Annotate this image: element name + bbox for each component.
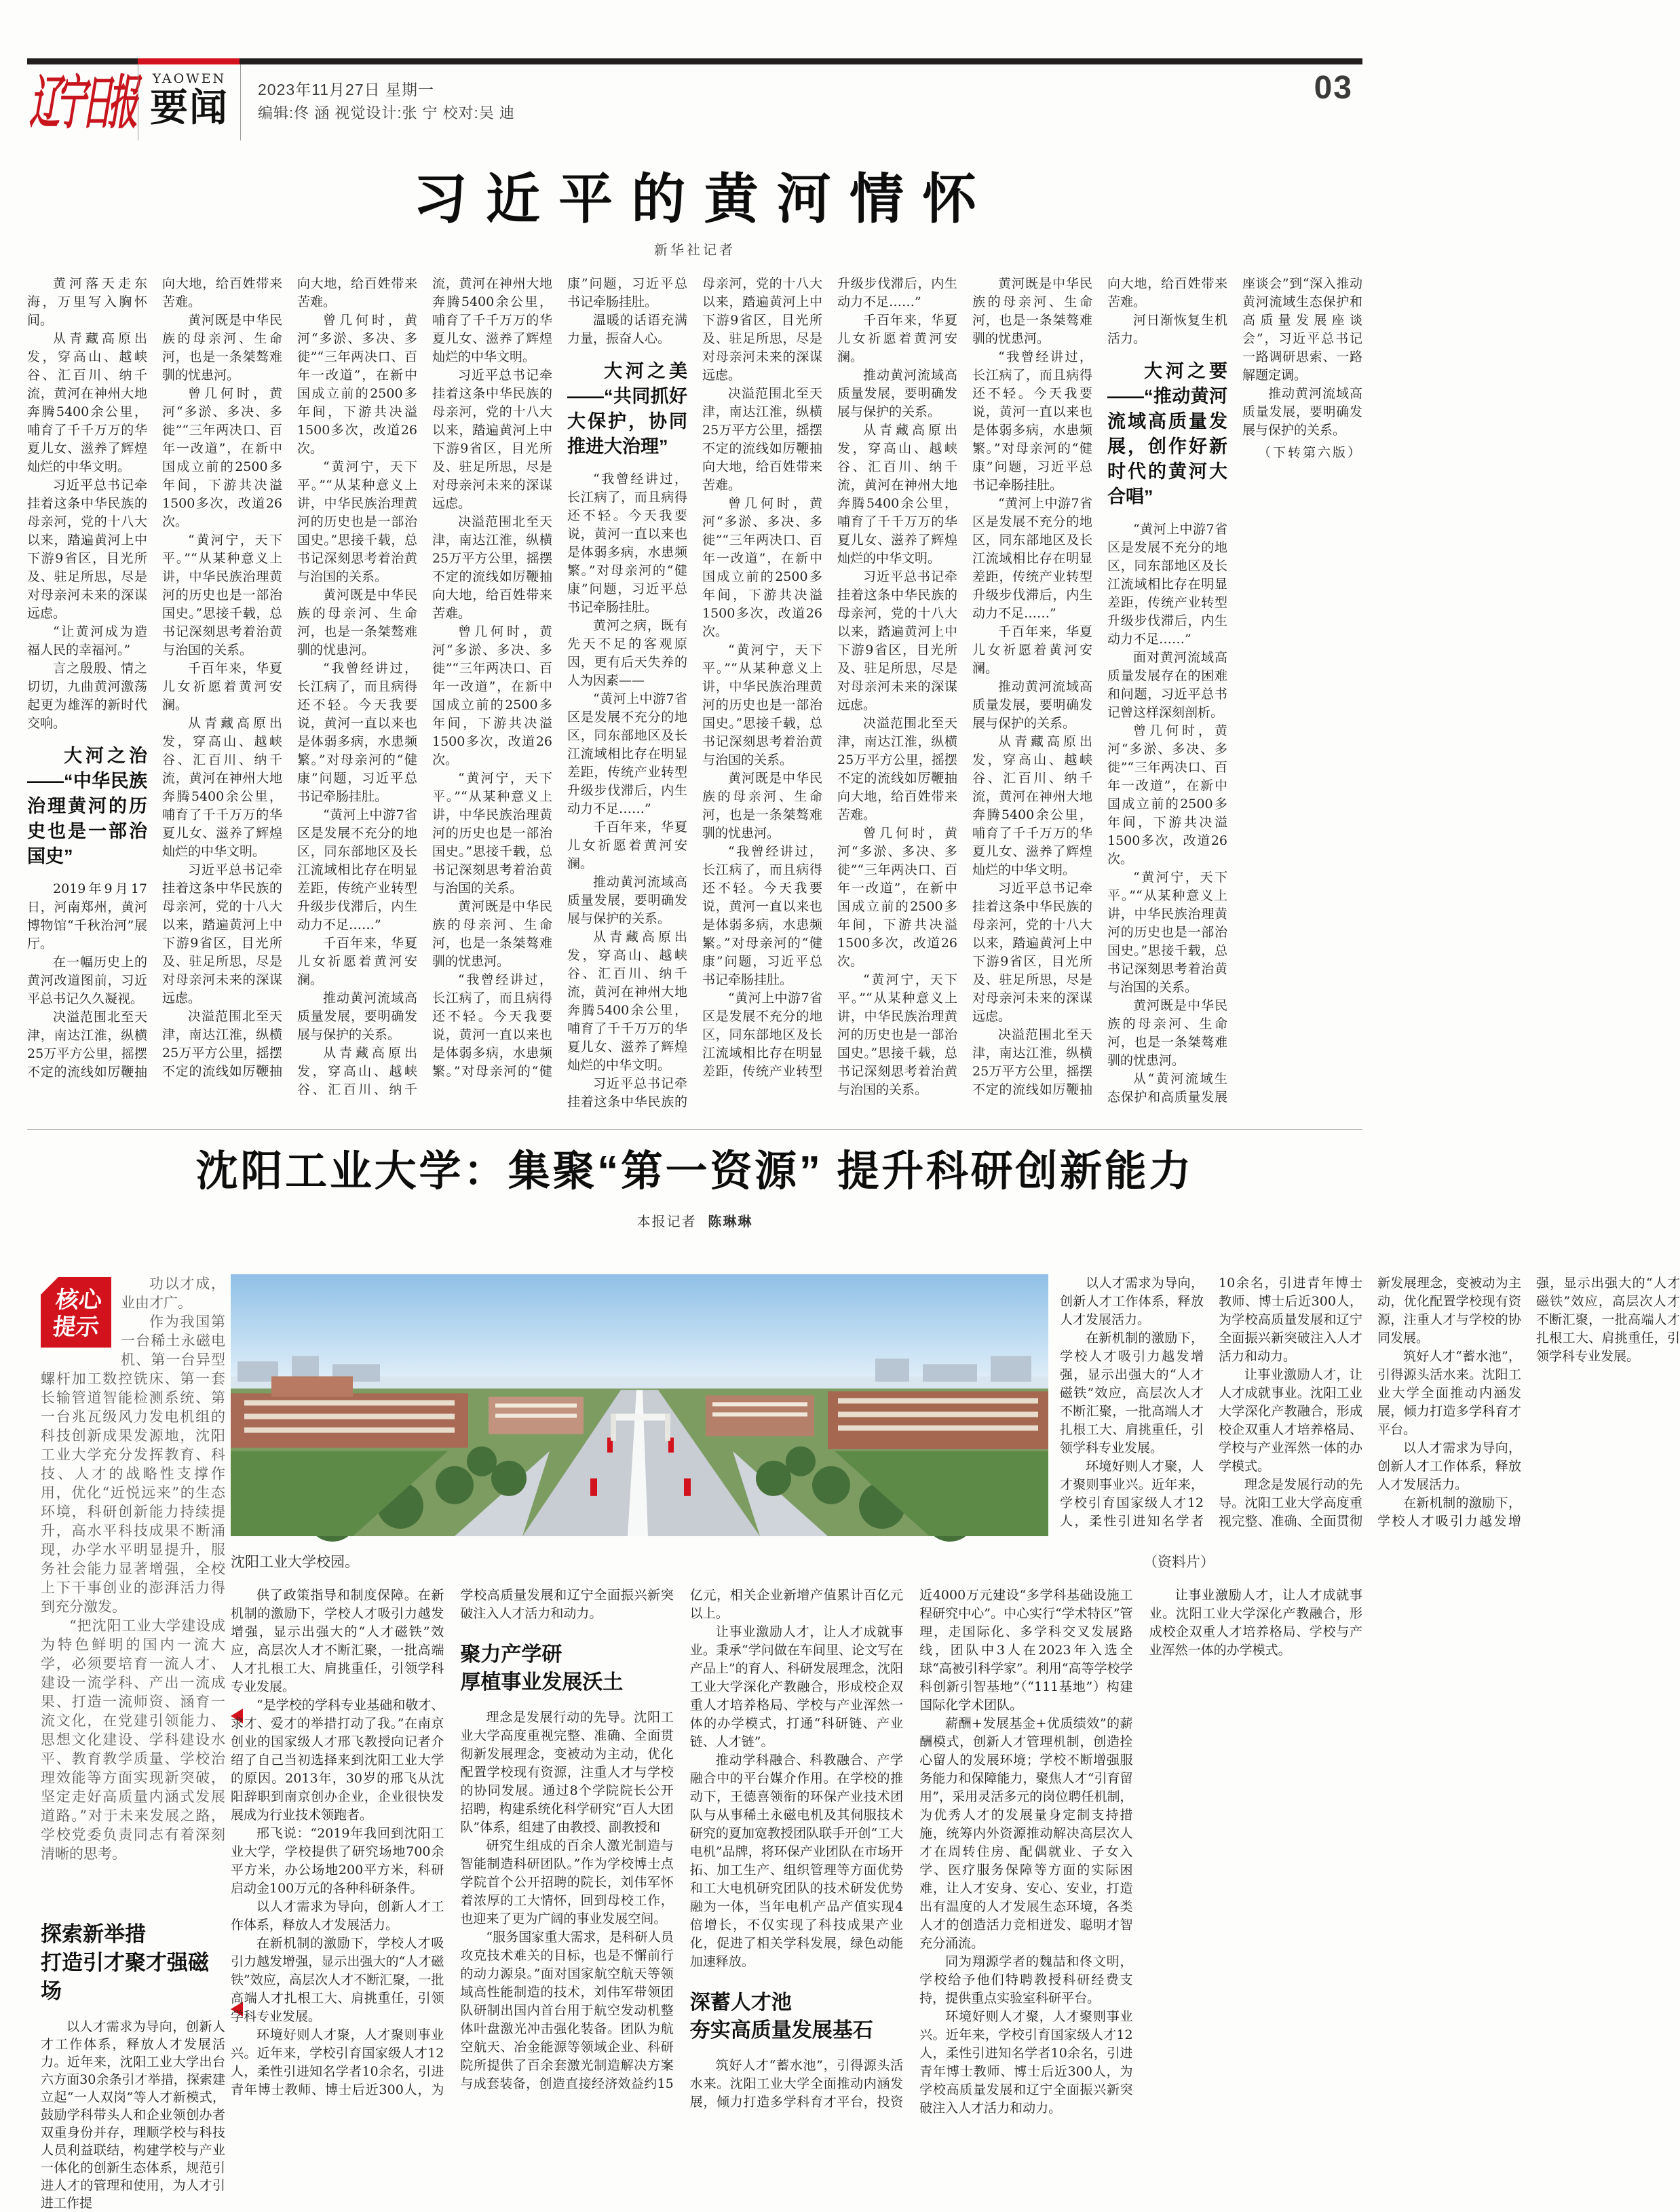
key-hint: [41, 1274, 225, 1896]
byline-prefix: 本报记者: [636, 1213, 697, 1229]
fill-text: “黄河宁，天下平。”“从某种意义上讲，中华民族治理黄河的历史也是一部治国史。”思接千载，总书记深刻思考着治黄与治国的关系。: [297, 459, 417, 584]
body-paragraph: 以人才需求为导向，创新人才工作体系，释放人才发展活力。近年来，沈阳工业大学出台六方面30余条引才举措，探索建立起“一人双岗”等人才新模式，鼓励学科带头人和企业领创办者双重身份并存，理顺学校与科技人员利益联结，构建学校与产业一体化的创新生态体系，规范引进人才的管理和使用，为人才引进工作提: [41, 2019, 225, 2211]
body-paragraph: “黄河宁，天下平。”“从某种意义上讲，中华民族治理黄河的历史也是一部治国史。”思接千载，总书记深刻思考着治黄与治国的关系。: [162, 533, 282, 657]
fill-text: 千百年来，华夏儿女祈愿着黄河安澜。: [972, 624, 1092, 676]
body-paragraph: 千百年来，华夏儿女祈愿着黄河安澜。: [162, 661, 282, 712]
fill-text: 环境好则人才聚，人才聚则事业兴。近年来，学校引育国家级人才12人，柔性引进知名学者10余名，引进青年博士教师、博士后近300人，为学校高质量发展和辽宁全面振兴新突破注入人才活力和动力。: [919, 2009, 1133, 2116]
body-paragraph: “是学校的学科专业基础和敬才、求才、爱才的举措打动了我。”在南京创业的国家级人才邢飞教授向记者介绍了自己当初选择来到沈阳工业大学的原因。2013年，30岁的邢飞从沈阳辞职到南京创办企业，企业很快发展成为行业技术领跑者。: [231, 1698, 444, 1823]
fill-text: 习近平总书记牵挂着这条中华民族的母亲河，党的十八大以来，踏遍黄河上中下游9省区，目光所及、驻足所思，尽是对母亲河未来的深谋远虑。: [567, 276, 822, 1109]
body-paragraph: 黄河之病，既有先天不足的客观原因，更有后天失养的人为因素——: [567, 618, 687, 688]
left-rail: [41, 1274, 225, 2211]
subheadline: 大河之美——“共同抓好大保护，协同推进大治理”: [567, 361, 687, 457]
page-number: 03: [1314, 70, 1353, 106]
fill-text: 曾几何时，黄河“多淤、多决、多徙”“三年两决口、百年一改道”，在新中国成立前的2500多年间，下游共决溢1500多次，改道26次。: [837, 826, 957, 969]
body-paragraph: 言之殷殷、情之切切，九曲黄河激荡起更为雄浑的新时代交响。: [27, 661, 147, 731]
key-hint-badge-label: 核心 提示: [51, 1287, 104, 1340]
body-paragraph: 黄河落天走东海，万里写入胸怀间。: [27, 276, 147, 328]
key-hint-paragraph: 功以才成，业由才广。: [121, 1276, 225, 1311]
body-paragraph: 筑好人才“蓄水池”，引得源头活水来。沈阳工业大学全面推动内涵发展，倾力打造多学科育才平台，投资近4000万元建设“多学科基础设施工程研究中心”。中心实行“学术特区”管理，走国际化、多学科交叉发展路线，团队中3人在2023年入选全球“高被引科学家”。利用“高等学校学科创新引智基地”（“111基地”）构建国际化学术团队。: [689, 1588, 1133, 2110]
fill-text: 黄河既是中华民族的母亲河、生命河，也是一条桀骜难驯的忧患河。: [1107, 998, 1227, 1068]
rail-section-body: [41, 2018, 225, 2211]
fill-text: 从青藏高原出发，穿高山、越峡谷、汇百川、纳千流，黄河在神州大地奔腾5400余公里，哺育了千千万万的华夏儿女、滋养了辉煌灿烂的中华文明。: [297, 276, 552, 1097]
photo-caption-row: [231, 1551, 1215, 1571]
article1-headline: 习近平的黄河情怀: [413, 169, 995, 229]
key-hint-badge-icon: [41, 1277, 111, 1348]
fill-text: 推动黄河流域高质量发展，要明确发展与保护的关系。: [972, 679, 1092, 731]
fill-text: 以人才需求为导向，创新人才工作体系，释放人才发展活力。: [1377, 1441, 1521, 1492]
fill-text: 习近平总书记牵挂着这条中华民族的母亲河，党的十八大以来，踏遍黄河上中下游9省区，目光所及、驻足所思，尽是对母亲河未来的深谋远虑。: [972, 881, 1092, 1024]
section-header: 聚力产学研 厚植事业发展沃土: [460, 1643, 624, 1694]
masthead: [27, 58, 1362, 147]
body-paragraph: 研究生组成的百余人激光制造与智能制造科研团队。”作为学校博士点学院首个公开招聘的院长，刘伟军怀着浓厚的工大情怀，回到母校工作，也迎来了更为广阔的事业发展空间。: [460, 1838, 674, 1926]
fill-text: 推动黄河流域高质量发展，要明确发展与保护的关系。: [297, 991, 417, 1042]
campus-photo-graphic: [231, 1274, 1048, 1536]
masthead-rule-accent: [138, 58, 240, 64]
key-hint-paragraph: “把沈阳工业大学建设成为特色鲜明的国内一流大学，必须要培育一流人才、建设一流学科、产出一流成果、打造一流师资、涵育一流文化，在党建引领能力、思想文化建设、学科建设水平、教育教学质量、学校治理效能等方面实现新突破，坚定走好高质量内涵式发展道路。”对于未来发展之路，学校党委负责同志有着深刻清晰的思考。: [41, 1618, 225, 1862]
photo-credit: （资料片）: [1143, 1554, 1215, 1570]
section-pinyin: YAOWEN: [152, 71, 227, 86]
article-university: [27, 1147, 1680, 2211]
paper-name: 辽宁日报: [28, 69, 136, 137]
body-paragraph: 推动黄河流域高质量发展，要明确发展与保护的关系。: [1242, 386, 1362, 438]
fill-text: 千百年来，华夏儿女祈愿着黄河安澜。: [837, 313, 957, 364]
body-paragraph: 让事业激励人才，让人才成就事业。秉承“学问做在车间里、论文写在产品上”的育人、科研发展理念，沈阳工业大学深化产教融合，形成校企双重人才培养格局、学校与产业浑然一体的办学模式，打通“科研链、产业链、人才链”。: [689, 1624, 904, 1749]
date-line: 2023年11月27日 星期一: [258, 81, 435, 98]
section-name: 要闻: [150, 86, 229, 129]
fill-text: “黄河宁，天下平。”“从某种意义上讲，中华民族治理黄河的历史也是一部治国史。”思接千载，总书记深刻思考着治黄与治国的关系。: [702, 643, 822, 767]
body-paragraph: 决溢范围北至天津，南达江淮，纵横25万平方公里，摇摆不定的流线如厉鞭抽向大地，给百姓带来苦难。: [27, 276, 282, 1080]
continuation-note: （下转第六版）: [1257, 445, 1362, 460]
fill-text: “黄河宁，天下平。”“从某种意义上讲，中华民族治理黄河的历史也是一部治国史。”思接千载，总书记深刻思考着治黄与治国的关系。: [837, 972, 957, 1097]
body-paragraph: 推动学科融合、科教融合、产学融合中的平台媒介作用。在学校的推动下，王德喜领衔的环保产业技术团队与从事稀土永磁电机及其伺服技术研究的夏加宽教授团队联手开创“工大电机”品牌，将环保产业团队在市场开拓、加工生产、组织管理等方面优势和工大电机研究团队的技术研发优势融为一体，当年电机产品产值实现4倍增长，不仅实现了科技成果产业化，促进了相关学科发展，绿色动能加速释放。: [689, 1753, 904, 1969]
fill-text: 理念是发展行动的先导。沈阳工业大学高度重视完整、准确、全面贯彻新发展理念，变被动为主动，优化配置学校现有资源，注重人才与学校的协同发展。: [1219, 1276, 1521, 1529]
fill-text: 让事业激励人才，让人才成就事业。沈阳工业大学深化产教融合，形成校企双重人才培养格局、学校与产业浑然一体的办学模式。: [1219, 1367, 1362, 1474]
body-paragraph: “黄河上中游7省区是发展不充分的地区，同东部地区及长江流域相比存在明显差距，传统产业转型升级步伐滞后，内生动力不足……”: [1107, 522, 1227, 647]
fill-text: 曾几何时，黄河“多淤、多决、多徙”“三年两决口、百年一改道”，在新中国成立前的2500多年间，下游共决溢1500多次，改道26次。: [702, 496, 822, 639]
fill-text: 曾几何时，黄河“多淤、多决、多徙”“三年两决口、百年一改道”，在新中国成立前的2500多年间，下游共决溢1500多次，改道26次。: [1107, 723, 1227, 866]
body-paragraph: 同为翔源学者的魏喆和佟文明，学校给予他们特聘教授科研经费支持，提供重点实验室科研平台。: [919, 1954, 1133, 2006]
fill-text: 以人才需求为导向，创新人才工作体系，释放人才发展活力。: [231, 1899, 444, 1932]
article2-headline: 沈阳工业大学：集聚“第一资源” 提升科研创新能力: [195, 1148, 1194, 1195]
fill-text: “我曾经讲过，长江病了，而且病得还不轻。今天我要说，黄河一直以来也是体弱多病，水患频繁。”对母亲河的“健康”问题，习近平总书记牵肠挂肚。: [432, 276, 687, 1079]
fill-text: 推动黄河流域高质量发展，要明确发展与保护的关系。: [567, 875, 687, 926]
fill-text: 决溢范围北至天津，南达江淮，纵横25万平方公里，摇摆不定的流线如厉鞭抽向大地，给百姓带来苦难。: [702, 386, 822, 493]
body-paragraph: 理念是发展行动的先导。沈阳工业大学高度重视完整、准确、全面贯彻新发展理念，变被动为主动，优化配置学校现有资源，注重人才与学校的协同发展。通过8个学院院长公开招聘，构建系统化科学研究“百人大团队”体系，组建了由教授、副教授和: [460, 1710, 674, 1835]
fill-text: 在新机制的激励下，学校人才吸引力越发增强，显示出强大的“人才磁铁”效应，高层次人才不断汇聚，一批高端人才扎根工大、肩挑重任，引领学科专业发展。: [231, 1936, 444, 2024]
fill-text: 筑好人才“蓄水池”，引得源头活水来。沈阳工业大学全面推动内涵发展，倾力打造多学科育才平台。: [1377, 1349, 1521, 1437]
fill-text: “我曾经讲过，长江病了，而且病得还不轻。今天我要说，黄河一直以来也是体弱多病，水患频繁。”对母亲河的“健康”问题，习近平总书记牵肠挂肚。: [297, 661, 417, 804]
body-paragraph: 从“黄河流域生态保护和高质量发展座谈会”到“深入推动黄河流域生态保护和高质量发展座谈会”，习近平总书记一路调研思索、一路解题定调。: [1107, 276, 1362, 1105]
body-paragraph: 薪酬+发展基金+优质绩效”的薪酬模式，创新人才管理机制，创造拴心留人的发展环境；学校不断增强服务能力和保障能力，聚焦人才“引育留用”，采用灵活多元的岗位聘任机制，为优秀人才的发展量身定制支持措施，统筹内外资源推动解决高层次人才在周转住房、配偶就业、子女入学、医疗服务保障等方面的实际困难，让人才安身、安心、安业，打造出有温度的人才发展生态环境，各类人才的创造活力竞相迸发、聪明才智充分涌流。: [919, 1716, 1133, 1951]
fill-text: 在新机制的激励下，学校人才吸引力越发增强，显示出强大的“人才磁铁”效应，高层次人才不断汇聚，一批高端人才扎根工大、肩挑重任，引领学科专业发展。: [1377, 1276, 1680, 1529]
body-paragraph: 黄河既是中华民族的母亲河、生命河，也是一条桀骜难驯的忧患河。: [162, 313, 282, 383]
fill-text: 千百年来，华夏儿女祈愿着黄河安澜。: [567, 820, 687, 871]
fill-text: 决溢范围北至天津，南达江淮，纵横25万平方公里，摇摆不定的流线如厉鞭抽向大地，给百姓带来苦难。: [972, 276, 1227, 1097]
body-paragraph: 在一幅历史上的黄河改道图前，习近平总书记久久凝视。: [27, 955, 147, 1006]
fill-text: 以人才需求为导向，创新人才工作体系，释放人才发展活力。: [1060, 1276, 1204, 1327]
fill-text: 曾几何时，黄河“多淤、多决、多徙”“三年两决口、百年一改道”，在新中国成立前的2500多年间，下游共决溢1500多次，改道26次。: [432, 624, 552, 767]
body-paragraph: 曾几何时，黄河“多淤、多决、多徙”“三年两决口、百年一改道”，在新中国成立前的2500多年间，下游共决溢1500多次，改道26次。: [162, 386, 282, 529]
fill-text: 推动黄河流域高质量发展，要明确发展与保护的关系。: [837, 368, 957, 419]
article2-byline: [27, 1210, 1362, 1230]
fill-text: 环境好则人才聚，人才聚则事业兴。近年来，学校引育国家级人才12人，柔性引进知名学者10余名，引进青年博士教师、博士后近300人，为学校高质量发展和辽宁全面振兴新突破注入人才活力和动力。: [1060, 1276, 1362, 1529]
fill-text: “我曾经讲过，长江病了，而且病得还不轻。今天我要说，黄河一直以来也是体弱多病，水患频繁。”对母亲河的“健康”问题，习近平总书记牵肠挂肚。: [972, 349, 1092, 493]
section-cell: [138, 64, 241, 140]
fill-text: “我曾经讲过，长江病了，而且病得还不轻。今天我要说，黄河一直以来也是体弱多病，水患频繁。”对母亲河的“健康”问题，习近平总书记牵肠挂肚。: [702, 844, 822, 987]
body-paragraph: 习近平总书记牵挂着这条中华民族的母亲河，党的十八大以来，踏遍黄河上中下游9省区，目光所及、驻足所思，尽是对母亲河未来的深谋远虑。: [27, 478, 147, 621]
fill-text: 决溢范围北至天津，南达江淮，纵横25万平方公里，摇摆不定的流线如厉鞭抽向大地，给百姓带来苦难。: [837, 716, 957, 822]
fill-text: 黄河既是中华民族的母亲河、生命河，也是一条桀骜难驯的忧患河。: [702, 771, 822, 841]
body-paragraph: 温暖的话语充满力量，振奋人心。: [567, 313, 687, 346]
fill-text: “黄河上中游7省区是发展不充分的地区，同东部地区及长江流域相比存在明显差距，传统产业转型升级步伐滞后，内生动力不足……”: [567, 691, 687, 816]
fill-text: “黄河宁，天下平。”“从某种意义上讲，中华民族治理黄河的历史也是一部治国史。”思接千载，总书记深刻思考着治黄与治国的关系。: [432, 771, 552, 896]
fill-text: “黄河上中游7省区是发展不充分的地区，同东部地区及长江流域相比存在明显差距，传统产业转型升级步伐滞后，内生动力不足……”: [702, 276, 957, 1079]
date-block: [258, 77, 515, 125]
fill-text: 决溢范围北至天津，南达江淮，纵横25万平方公里，摇摆不定的流线如厉鞭抽向大地，给百姓带来苦难。: [162, 276, 417, 1079]
photo-side-columns: [1060, 1274, 1680, 1540]
fill-text: “黄河上中游7省区是发展不充分的地区，同东部地区及长江流域相比存在明显差距，传统产业转型升级步伐滞后，内生动力不足……”: [297, 807, 417, 932]
article-divider: [27, 1129, 1362, 1130]
article-yellow-river: [27, 166, 1362, 1113]
fill-text: 从青藏高原出发，穿高山、越峡谷、汇百川、纳千流，黄河在神州大地奔腾5400余公里，哺育了千千万万的华夏儿女、滋养了辉煌灿烂的中华文明。: [567, 930, 687, 1073]
key-hint-paragraph: 作为我国第一台稀土永磁电机、第一台异型螺杆加工数控铣床、第一套长输管道智能检测系统、第一台兆瓦级风力发电机组的科技创新成果发源地，沈阳工业大学充分发挥教育、科技、人才的战略性支撑作用，优化“近悦远来”的生态环境，科研创新能力持续提升，高水平科技成果不断涌现，办学水平明显提升，服务社会能力显著增强，全校上下干事创业的澎湃活力得到充分激发。: [41, 1314, 225, 1615]
body-paragraph: 河日渐恢复生机活力。: [1107, 313, 1227, 346]
body-paragraph: 面对黄河流域高质量发展存在的困难和问题，习近平总书记曾这样深刻剖析。: [1107, 650, 1227, 720]
article1-byline: 新华社记者: [654, 242, 736, 258]
body-paragraph: “服务国家重大需求，是科研人员攻克技术难关的目标，也是不懈前行的动力源泉。”面对国家航空航天等领域高性能制造的技术，刘伟军带领团队研制出国内首台用于航空发动机整体叶盘激光冲击强化装备。团队为航空航天、冶金能源等领域企业、科研院所提供了百余套激光制造解决方案与成套装备，创造直接经济效益约15亿元，相关企业新增产值累计百亿元以上。: [460, 1588, 904, 2091]
subheadline: 大河之要——“推动黄河流域高质量发展，创作好新时代的黄河大合唱”: [1107, 361, 1227, 507]
fill-text: 黄河既是中华民族的母亲河、生命河，也是一条桀骜难驯的忧患河。: [972, 276, 1092, 346]
body-paragraph: “我曾经讲过，长江病了，而且病得还不轻。今天我要说，黄河一直以来也是体弱多病，水患频繁。”对母亲河的“健康”问题，习近平总书记牵肠挂肚。: [567, 472, 687, 615]
fill-text: 习近平总书记牵挂着这条中华民族的母亲河，党的十八大以来，踏遍黄河上中下游9省区，目光所及、驻足所思，尽是对母亲河未来的深谋远虑。: [837, 569, 957, 712]
staff-line: 编辑:佟 涵 视觉设计:张 宁 校对:吴 迪: [258, 104, 515, 121]
body-paragraph: 供了政策指导和制度保障。在新机制的激励下，学校人才吸引力越发增强，显示出强大的“人才磁铁”效应，高层次人才不断汇聚，一批高端人才扎根工大、肩挑重任，引领学科专业发展。: [231, 1588, 444, 1694]
photo-caption: 沈阳工业大学校园。: [231, 1554, 359, 1570]
fill-text: 习近平总书记牵挂着这条中华民族的母亲河，党的十八大以来，踏遍黄河上中下游9省区，目光所及、驻足所思，尽是对母亲河未来的深谋远虑。: [432, 368, 552, 511]
article2-columns: [231, 1586, 1362, 2129]
fill-text: 决溢范围北至天津，南达江淮，纵横25万平方公里，摇摆不定的流线如厉鞭抽向大地，给百姓带来苦难。: [432, 514, 552, 621]
byline-name: 陈琳琳: [708, 1213, 753, 1229]
fill-text: 黄河既是中华民族的母亲河、生命河，也是一条桀骜难驯的忧患河。: [432, 899, 552, 969]
fill-text: “黄河宁，天下平。”“从某种意义上讲，中华民族治理黄河的历史也是一部治国史。”思接千载，总书记深刻思考着治黄与治国的关系。: [1107, 870, 1227, 995]
article1-columns: [27, 275, 1362, 1113]
fill-text: 从青藏高原出发，穿高山、越峡谷、汇百川、纳千流，黄河在神州大地奔腾5400余公里，哺育了千千万万的华夏儿女、滋养了辉煌灿烂的中华文明。: [837, 423, 957, 566]
fill-text: 千百年来，华夏儿女祈愿着黄河安澜。: [297, 936, 417, 987]
body-paragraph: 环境好则人才聚，人才聚则事业兴。近年来，学校引育国家级人才12人，柔性引进知名学者10余名，引进青年博士教师、博士后近300人，为学校高质量发展和辽宁全面振兴新突破注入人才活力和动力。: [231, 1588, 674, 2097]
fill-text: “黄河上中游7省区是发展不充分的地区，同东部地区及长江流域相比存在明显差距，传统产业转型升级步伐滞后，内生动力不足……”: [972, 496, 1092, 621]
section-header-recruiting: 探索新举措 打造引才聚才强磁场: [41, 1922, 209, 2003]
fill-text: 习近平总书记牵挂着这条中华民族的母亲河，党的十八大以来，踏遍黄河上中下游9省区，目光所及、驻足所思，尽是对母亲河未来的深谋远虑。: [162, 862, 282, 1006]
fill-text: 黄河既是中华民族的母亲河、生命河，也是一条桀骜难驯的忧患河。: [297, 588, 417, 657]
fill-text: 在新机制的激励下，学校人才吸引力越发增强，显示出强大的“人才磁铁”效应，高层次人才不断汇聚，一批高端人才扎根工大、肩挑重任，引领学科专业发展。: [1060, 1331, 1204, 1455]
body-paragraph: “让黄河成为造福人民的幸福河。”: [27, 624, 147, 657]
campus-photo: [231, 1274, 1048, 1536]
body-paragraph: 邢飞说：“2019年我回到沈阳工业大学，学校提供了研究场地700余平方米，办公场地200平方米，科研启动金100万元的各种科研条件。: [231, 1826, 444, 1896]
fill-text: 从青藏高原出发，穿高山、越峡谷、汇百川、纳千流，黄河在神州大地奔腾5400余公里，哺育了千千万万的华夏儿女、滋养了辉煌灿烂的中华文明。: [972, 734, 1092, 877]
subheadline: 大河之治——“中华民族治理黄河的历史也是一部治国史”: [27, 746, 147, 866]
body-paragraph: 2019年9月17日，河南郑州，黄河博物馆“千秋治河”展厅。: [27, 881, 147, 951]
fill-text: 曾几何时，黄河“多淤、多决、多徙”“三年两决口、百年一改道”，在新中国成立前的2500多年间，下游共决溢1500多次，改道26次。: [297, 313, 417, 456]
fill-text: 从青藏高原出发，穿高山、越峡谷、汇百川、纳千流，黄河在神州大地奔腾5400余公里，哺育了千千万万的华夏儿女、滋养了辉煌灿烂的中华文明。: [162, 716, 282, 859]
body-paragraph: 从青藏高原出发，穿高山、越峡谷、汇百川、纳千流，黄河在神州大地奔腾5400余公里，哺育了千千万万的华夏儿女、滋养了辉煌灿烂的中华文明。: [27, 331, 147, 474]
fill-text: 让事业激励人才，让人才成就事业。沈阳工业大学深化产教融合，形成校企双重人才培养格局、学校与产业浑然一体的办学模式。: [1149, 1588, 1362, 1658]
section-header: 深蓄人才池 夯实高质量发展基石: [689, 1991, 873, 2042]
